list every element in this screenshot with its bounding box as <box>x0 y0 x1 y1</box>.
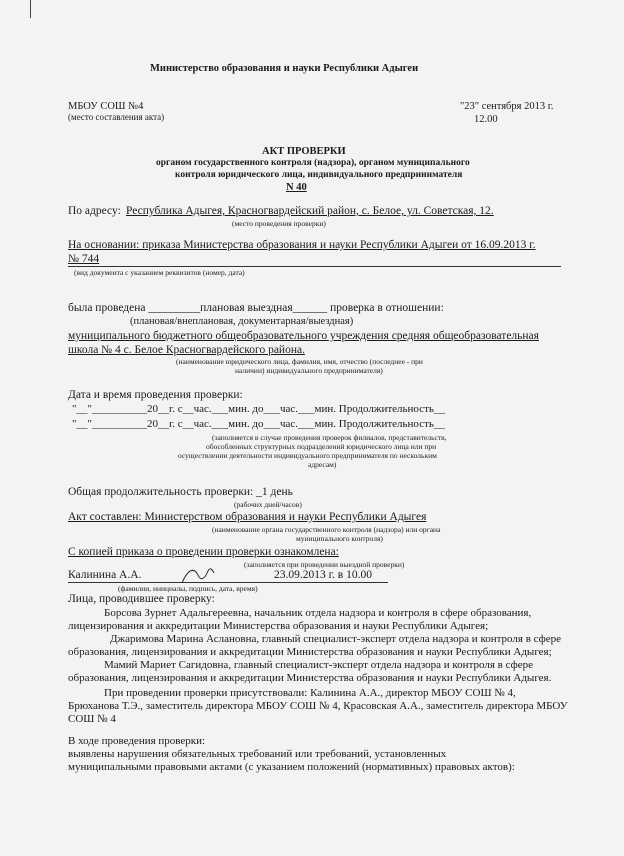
drawn-up-caption-1: (наименование органа государственного контроля (надзора) или органа <box>212 525 441 534</box>
inspectors-label: Лица, проводившее проверку: <box>68 593 215 605</box>
act-subtitle-2: контроля юридического лица, индивидуального предпринимателя <box>175 170 463 180</box>
inspector-1-line-1: Борсова Зурнет Адальгереевна, начальник отдела надзора и контроля в сфере образования, <box>104 607 532 619</box>
present-line-3: СОШ № 4 <box>68 713 116 725</box>
findings-line-3: муниципальными правовыми актами (с указанием положений (нормативных) правовых актов): <box>68 761 515 773</box>
basis-caption: (вид документа с указанием реквизитов (номер, дата) <box>74 268 245 277</box>
datetime-label: Дата и время проведения проверки: <box>68 389 243 401</box>
inspector-2-line-1: Джаримова Марина Аслановна, главный специалист-эксперт отдела надзора и контроля в сфере <box>110 633 562 645</box>
organization-line-1: муниципального бюджетного общеобразовательного учреждения средняя общеобразовательная <box>68 330 539 342</box>
act-date: "23" сентября 2013 г. <box>460 101 554 112</box>
datetime-caption-2: обособленных структурных подразделений юридического лица или при <box>206 442 437 451</box>
datetime-caption-4: адресам) <box>308 460 337 469</box>
act-place-caption: (место составления акта) <box>68 112 165 122</box>
act-time: 12.00 <box>474 114 498 125</box>
total-duration: Общая продолжительность проверки: _1 день <box>68 486 293 498</box>
handwritten-signature <box>180 565 216 585</box>
acquainted-caption: (заполняется при проведении выездной проверки) <box>244 560 405 569</box>
acquainted-text: С копией приказа о проведении проверки ознакомлена: <box>68 546 339 558</box>
act-subtitle-1: органом государственного контроля (надзора), органом муниципального <box>156 158 470 168</box>
inspection-type-caption: (плановая/внеплановая, документарная/выездная) <box>130 316 354 327</box>
datetime-caption-1: (заполняется в случае проведения проверок филиалов, представительств, <box>212 433 447 442</box>
acquainted-name: Калинина А.А. <box>68 569 142 581</box>
inspector-3-line-2: образования, лицензирования и аккредитации Министерства образования и науки Республики Адыгея. <box>68 672 552 684</box>
act-place: МБОУ СОШ №4 <box>68 101 144 112</box>
findings-line-2: выявлены нарушения обязательных требований или требований, установленных <box>68 748 447 760</box>
acquainted-caption-2: (фамилии, инициалы, подпись, дата, время) <box>118 584 258 593</box>
present-line-2: Брюханова Т.Э., заместитель директора МБОУ СОШ № 4, Красовская А.А., заместитель директора МБОУ <box>68 700 568 712</box>
address-caption: (место проведения проверки) <box>232 219 326 228</box>
ministry-header: Министерство образования и науки Республики Адыгеи <box>150 63 419 74</box>
duration-caption: (рабочих дней/часов) <box>234 500 302 509</box>
acquainted-underline <box>68 582 388 583</box>
address-label: По адресу: <box>68 205 121 217</box>
datetime-row-1: "__"__________20__г. с__час.___мин. до___час.___мин. Продолжительность__ <box>72 403 445 415</box>
page-edge-mark <box>30 0 31 18</box>
inspector-2-line-2: образования, лицензирования и аккредитации Министерства образования и науки Республики Адыгея; <box>68 646 552 658</box>
basis-line-2: № 744 <box>68 253 100 265</box>
inspection-type-line: была проведена _________плановая выездная______ проверка в отношении: <box>68 302 444 314</box>
organization-line-2: школа № 4 с. Белое Красногвардейского района. <box>68 344 305 356</box>
basis-underline <box>68 266 561 267</box>
inspector-3-line-1: Мамий Мариет Сагидовна, главный специалист-эксперт отдела надзора и контроля в сфере <box>104 659 534 671</box>
acquainted-date: 23.09.2013 г. в 10.00 <box>274 569 372 581</box>
organization-caption-2: наличии) индивидуального предпринимателя) <box>235 366 383 375</box>
drawn-up-by: Акт составлен: Министерством образования и науки Республики Адыгея <box>68 511 427 523</box>
act-title: АКТ ПРОВЕРКИ <box>262 146 346 157</box>
datetime-row-2: "__"__________20__г. с__час.___мин. до___час.___мин. Продолжительность__ <box>72 418 445 430</box>
basis-line-1: На основании: приказа Министерства образования и науки Республики Адыгеи от 16.09.2013 г. <box>68 239 536 251</box>
organization-caption-1: (наименование юридического лица, фамилия, имя, отчество (последнее - при <box>176 357 423 366</box>
findings-line-1: В ходе проведения проверки: <box>68 735 206 747</box>
present-line-1: При проведении проверки присутствовали: Калинина А.А., директор МБОУ СОШ № 4, <box>104 687 516 699</box>
drawn-up-caption-2: муниципального контроля) <box>296 534 383 543</box>
inspector-1-line-2: лицензирования и аккредитации Министерства образования и науки Республики Адыгея; <box>68 620 489 632</box>
act-number: N 40 <box>286 182 307 193</box>
datetime-caption-3: осуществлении деятельности индивидуального предпринимателя по нескольким <box>178 451 437 460</box>
address-value: Республика Адыгея, Красногвардейский район, с. Белое, ул. Советская, 12. <box>126 205 494 217</box>
